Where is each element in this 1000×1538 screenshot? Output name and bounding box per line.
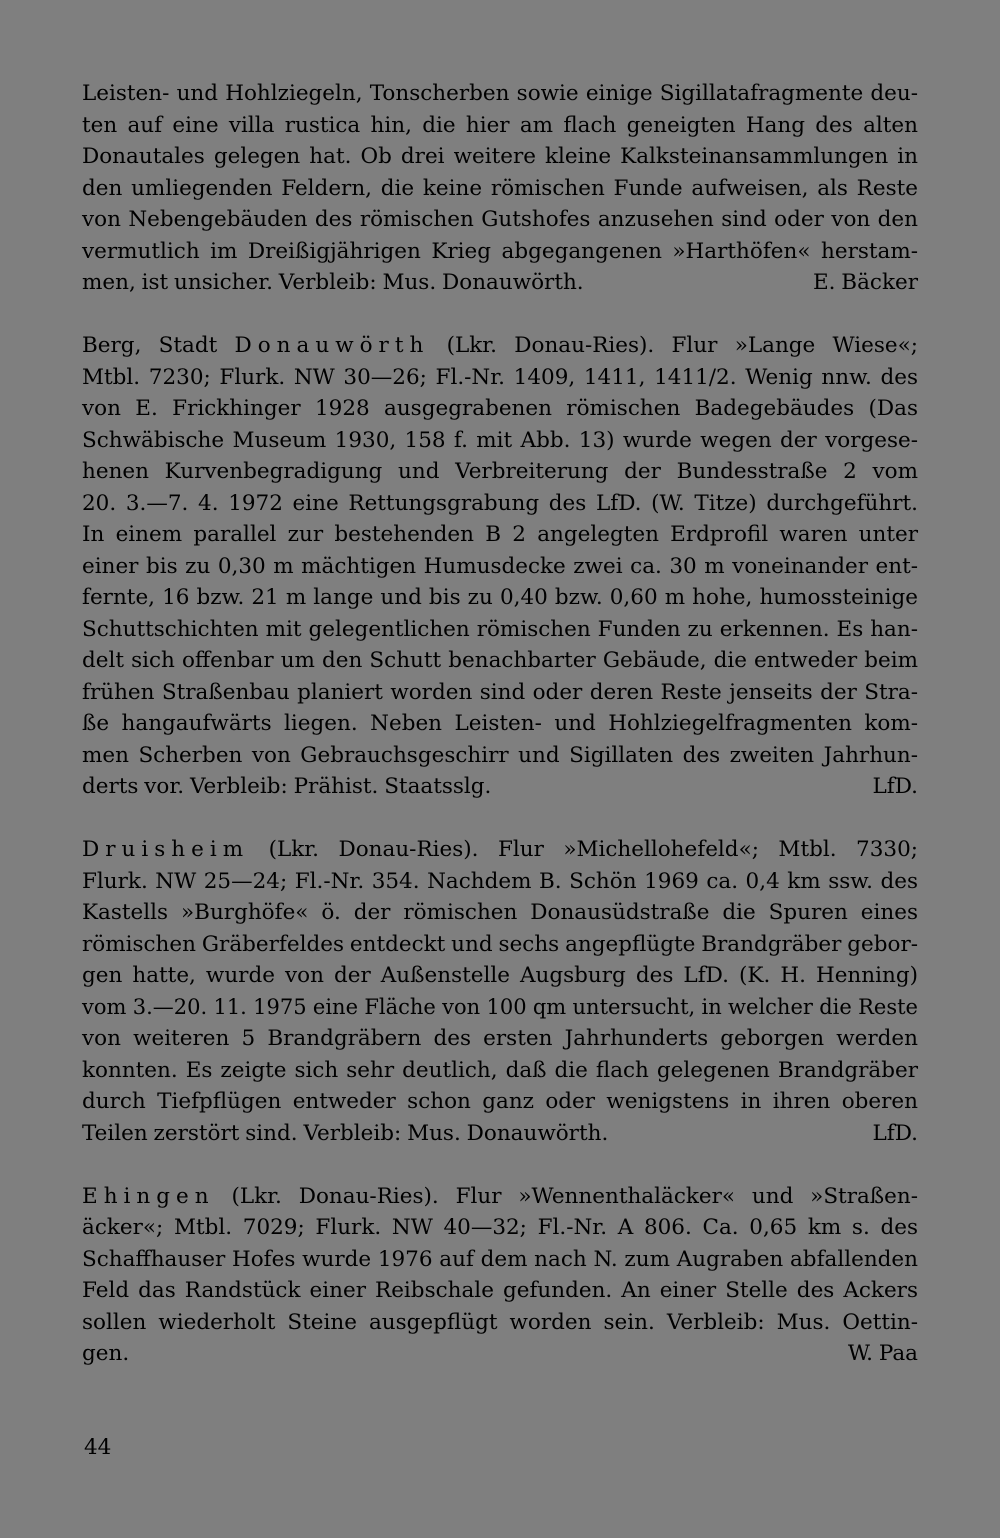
text-line: von weiteren 5 Brandgräbern des ersten Jahrhunderts geborgen werden xyxy=(82,1026,918,1051)
text-line: vermutlich im Dreißigjährigen Krieg abgegangenen »Harthöfen« herstam- xyxy=(82,238,918,264)
text-line: durch Tiefpflügen entweder schon ganz oder wenigstens in ihren oberen xyxy=(82,1089,918,1114)
text-line: Schwäbische Museum 1930, 158 f. mit Abb. 13) wurde wegen der vorgese- xyxy=(82,427,918,453)
text-line: 20. 3.—7. 4. 1972 eine Rettungsgrabung des LfD. (W. Titze) durchgeführt. xyxy=(82,490,918,516)
paragraph-villa-rustica xyxy=(82,78,918,299)
text-line-last xyxy=(82,267,918,299)
entry-heading-line xyxy=(82,1181,918,1213)
paragraph-berg xyxy=(82,330,918,803)
text-line: Leisten- und Hohlziegeln, Tonscherben sowie einige Sigillatafragmente deu- xyxy=(82,81,918,106)
author-signature: LfD. xyxy=(872,774,918,799)
text-line: Kastells »Burghöfe« ö. der römischen Donausüdstraße die Spuren eines xyxy=(82,900,918,925)
text-line: In einem parallel zur bestehenden B 2 angelegten Erdprofil waren unter xyxy=(82,522,918,547)
paragraph-druisheim xyxy=(82,834,918,1149)
text-line: Mtbl. 7230; Flurk. NW 30—26; Fl.-Nr. 1409, 1411, 1411/2. Wenig nnw. des xyxy=(82,364,918,390)
text-line: henen Kurvenbegradigung und Verbreiterung der Bundesstraße 2 vom xyxy=(82,459,918,484)
text-line: Donautales gelegen hat. Ob drei weitere kleine Kalksteinansammlungen in xyxy=(82,144,918,169)
text-line: Flurk. NW 25—24; Fl.-Nr. 354. Nachdem B. Schön 1969 ca. 0,4 km ssw. des xyxy=(82,868,918,894)
author-signature: E. Bäcker xyxy=(812,270,918,295)
text-line-last xyxy=(82,1118,918,1150)
text-line: fernte, 16 bzw. 21 m lange und bis zu 0,40 bzw. 0,60 m hohe, humossteinige xyxy=(82,585,918,610)
text-line-last xyxy=(82,771,918,803)
entry-heading-rest: (Lkr. Donau-Ries). Flur »Michellohefeld«; Mtbl. 7330; xyxy=(249,837,918,862)
page-body xyxy=(82,78,918,1401)
text-line: römischen Gräberfeldes entdeckt und sechs angepflügte Brandgräber gebor- xyxy=(82,931,918,957)
entry-heading-line xyxy=(82,834,918,866)
text-line: ten auf eine villa rustica hin, die hier am flach geneigten Hang des alten xyxy=(82,112,918,138)
text-line: von E. Frickhinger 1928 ausgegrabenen römischen Badegebäudes (Das xyxy=(82,396,918,421)
entry-prefix: Berg, Stadt xyxy=(82,333,235,358)
text-line: Schuttschichten mit gelegentlichen römischen Funden zu erkennen. Es han- xyxy=(82,616,918,642)
paragraph-ehingen xyxy=(82,1181,918,1370)
text-line: delt sich offenbar um den Schutt benachbarter Gebäude, die entweder beim xyxy=(82,648,918,673)
text-line: einer bis zu 0,30 m mächtigen Humusdecke zwei ca. 30 m voneinander ent- xyxy=(82,553,918,579)
text-line-content: men, ist unsicher. Verbleib: Mus. Donauwörth. xyxy=(82,270,584,295)
text-line: gen hatte, wurde von der Außenstelle Augsburg des LfD. (K. H. Henning) xyxy=(82,963,918,988)
text-line-last xyxy=(82,1338,918,1370)
author-signature: LfD. xyxy=(872,1120,918,1146)
text-line: vom 3.—20. 11. 1975 eine Fläche von 100 qm untersucht, in welcher die Reste xyxy=(82,994,918,1019)
text-line: den umliegenden Feldern, die keine römischen Funde aufweisen, als Reste xyxy=(82,175,918,201)
text-line: äcker«; Mtbl. 7029; Flurk. NW 40—32; Fl.-Nr. A 806. Ca. 0,65 km s. des xyxy=(82,1215,918,1240)
text-line: men Scherben von Gebrauchsgeschirr und Sigillaten des zweiten Jahrhun- xyxy=(82,742,918,768)
text-line: Feld das Randstück einer Reibschale gefunden. An einer Stelle des Ackers xyxy=(82,1278,918,1303)
author-signature: W. Paa xyxy=(847,1341,918,1366)
entry-heading-rest: (Lkr. Donau-Ries). Flur »Wennenthaläcker« und »Straßen- xyxy=(214,1183,918,1209)
entry-heading-line xyxy=(82,330,918,362)
place-name: Druisheim xyxy=(82,837,250,862)
text-line-content: gen. xyxy=(82,1341,130,1366)
text-line: konnten. Es zeigte sich sehr deutlich, daß die flach gelegenen Brandgräber xyxy=(82,1057,918,1083)
text-line: Schaffhauser Hofes wurde 1976 auf dem nach N. zum Augraben abfallenden xyxy=(82,1246,918,1272)
text-line: frühen Straßenbau planiert worden sind oder deren Reste jenseits der Stra- xyxy=(82,679,918,705)
place-name: Ehingen xyxy=(82,1183,215,1209)
place-name: Donauwörth xyxy=(234,333,430,358)
entry-heading-rest: (Lkr. Donau-Ries). Flur »Lange Wiese«; xyxy=(429,333,919,358)
text-line-content: Teilen zerstört sind. Verbleib: Mus. Donauwörth. xyxy=(82,1120,609,1146)
page-number: 44 xyxy=(84,1435,112,1460)
text-line: sollen wiederholt Steine ausgepflügt worden sein. Verbleib: Mus. Oettin- xyxy=(82,1309,918,1335)
text-line: ße hangaufwärts liegen. Neben Leisten- und Hohlziegelfragmenten kom- xyxy=(82,711,918,736)
text-line-content: derts vor. Verbleib: Prähist. Staatsslg. xyxy=(82,774,492,799)
text-line: von Nebengebäuden des römischen Gutshofes anzusehen sind oder von den xyxy=(82,207,918,232)
